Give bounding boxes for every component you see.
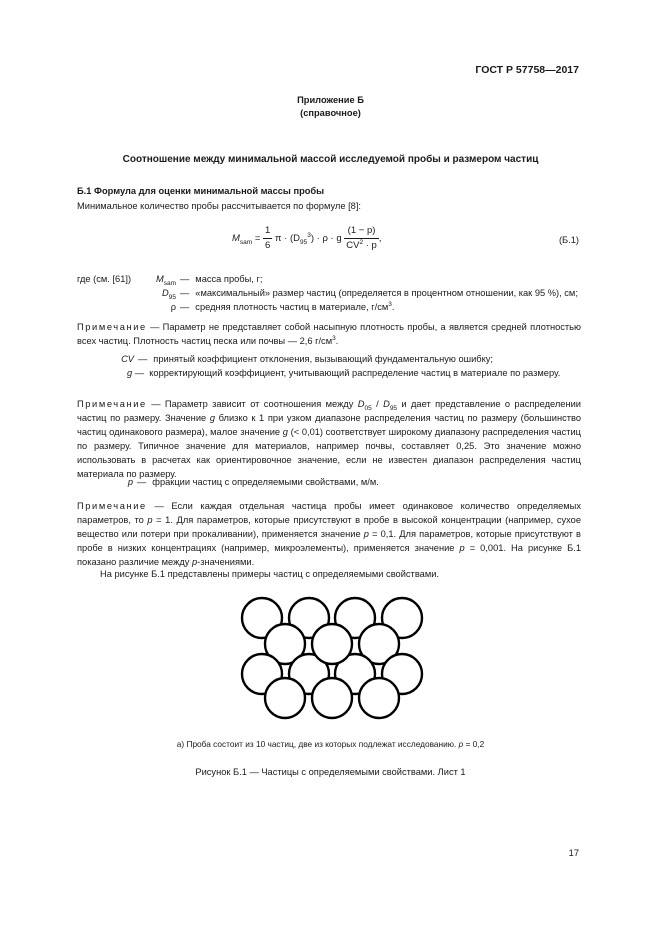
where-list	[0, 272, 578, 314]
figure-subcaption: а) Проба состоит из 10 частиц, две из которых подлежат исследованию. p = 0,2	[176, 739, 485, 749]
particles-figure	[230, 594, 430, 724]
note-3: Примечание — Если каждая отдельная частица пробы имеет одинаковое количество определяемых параметров, то p = 1. Для параметров, которые присутствуют в пробе в высокой концентрации (например, сухое вещество или потери при прокаливании), применяется значение p = 0,1. Для параметров, которые присутствуют в пробе в низких концентрациях (например, микроэлементы), применяется значение p = 0,001. На рисунке Б.1 показано различие между p-значениями.	[77, 501, 581, 567]
where-prefix: где (см. [61])	[77, 274, 132, 284]
formula-frac1: $\frac{1}{6}$	[265, 225, 271, 251]
def-rho: ρ — средняя плотность частиц в материале, $г/см^3$.	[170, 300, 395, 312]
subsection-title: Б.1 Формула для оценки минимальной массы пробы	[77, 186, 325, 196]
figure-intro: На рисунке Б.1 представлены примеры частиц с определяемыми свойствами.	[100, 569, 439, 579]
particle	[265, 678, 305, 718]
formula-b1: $M_{sam}$ = $\frac{1}{6}$ $\pi \cdot (D_{95}^3) \cdot \rho \cdot g$ $\frac{(1 - p)}{CV^2 \cdot p}$ ,	[232, 225, 382, 251]
formula-number: (Б.1)	[558, 235, 579, 245]
standard-header: ГОСТ Р 57758—2017	[475, 64, 579, 76]
def-p: p — фракции частиц с определяемыми свойствами, м/м.	[127, 477, 379, 487]
particle	[312, 624, 352, 664]
section-title: Соотношение между минимальной массой исследуемой пробы и размером частиц	[122, 154, 539, 165]
def-cv: CV — принятый коэффициент отклонения, вызывающий фундаментальную ошибку;	[121, 354, 494, 364]
def-msam: $M_{sam}$ — масса пробы, г;	[155, 274, 263, 287]
def-d95: $D_{95}$ — «максимальный» размер частиц (определяется в процентном отношении, как 95 %), см;	[162, 288, 578, 301]
note-2: Примечание — Параметр зависит от соотношения между $D_{05} / D_{95}$ и дает представление о распределении частиц по размеру. Значение g близко к 1 при узком диапазоне распределения частиц по размеру (большинство частиц одинакового размера), малое значение g (< 0,01) соответствует широкому диапазону распределения частиц по размеру. Типичное значение для материалов, например почвы, составляет 0,25. Это значение можно использовать в расчетах как ориентировочное значение, если не известен диапазон распределения частиц материала по размеру.	[77, 399, 581, 479]
page-number: 17	[568, 848, 579, 858]
formula-lhs: M	[232, 233, 240, 245]
particle	[359, 678, 399, 718]
formula-mid: π · (D	[274, 233, 301, 245]
def-g: g — корректирующий коэффициент, учитывающий распределение частиц в материале по размеру.	[127, 368, 561, 378]
note-1: Примечание — Параметр не представляет собой насыпную плотность пробы, а является средней плотностью всех частиц. Плотность частиц песка или почвы — 2,6 $г/см^3$.	[77, 322, 581, 346]
particle	[312, 678, 352, 718]
appendix-title: Приложение Б	[297, 95, 364, 105]
formula-lhs-sub: sam	[239, 238, 253, 246]
appendix-subtitle: (справочное)	[300, 108, 361, 118]
subsection-intro: Минимальное количество пробы рассчитывается по формуле [8]:	[77, 201, 361, 211]
defs-cv-g	[0, 352, 493, 366]
formula-eq: =	[254, 233, 261, 245]
figure-title: Рисунок Б.1 — Частицы с определяемыми свойствами. Лист 1	[195, 767, 466, 777]
formula-frac2: $\frac{(1 - p)}{CV^2 \cdot p}$	[346, 225, 377, 251]
